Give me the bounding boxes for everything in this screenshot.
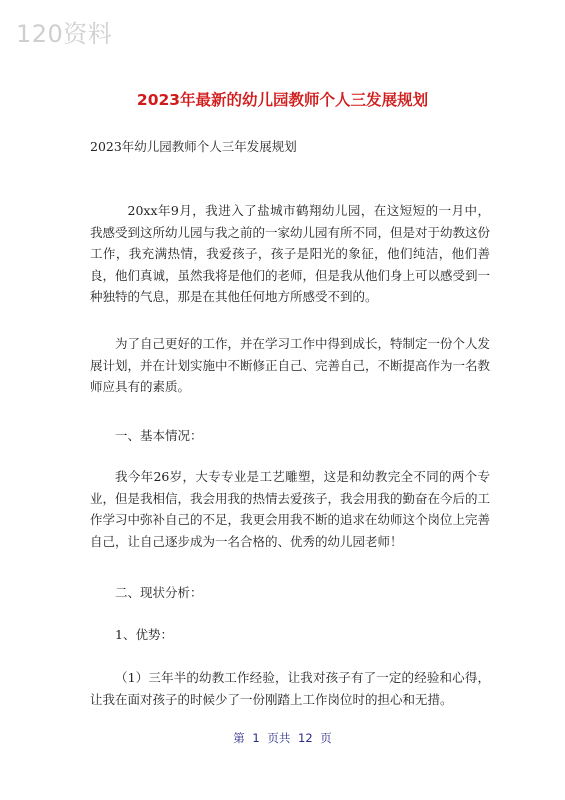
footer-total-pages: 12 (298, 731, 313, 745)
page-footer (0, 730, 565, 746)
subsection-heading-strengths: 1、优势： (115, 627, 173, 642)
section-heading-status-analysis: 二、现状分析： (115, 585, 203, 600)
section-heading-basic-info: 一、基本情况： (115, 428, 203, 443)
paragraph-strength-1: （1）三年半的幼教工作经验，让我对孩子有了一定的经验和心得，让我在面对孩子的时候少了一份刚踏上工作岗位时的担心和无措。 (90, 670, 490, 707)
paragraph-basic-info: 我今年26岁，大专专业是工艺雕塑，这是和幼教完全不同的两个专业，但是我相信，我会用我的热情去爱孩子，我会用我的勤奋在今后的工作学习中弥补自己的不足，我更会用我不断的追求在幼师这个岗位上完善自己，让自己逐步成为一名合格的、优秀的幼儿园老师！ (90, 469, 491, 549)
footer-middle: 页共 (267, 731, 291, 745)
document-subtitle: 2023年幼儿园教师个人三年发展规划 (90, 139, 297, 154)
document-title: 2023年最新的幼儿园教师个人三发展规划 (136, 91, 429, 109)
footer-current-page: 1 (252, 731, 260, 745)
paragraph-purpose: 为了自己更好的工作，并在学习工作中得到成长，特制定一份个人发展计划，并在计划实施中不断修正自己、完善自己，不断提高作为一名教师应具有的素质。 (90, 336, 491, 394)
footer-suffix: 页 (320, 731, 332, 745)
footer-prefix: 第 (233, 731, 245, 745)
watermark-logo: 120资料 (16, 20, 113, 48)
paragraph-intro: 20xx年9月，我进入了盐城市鹤翔幼儿园，在这短短的一月中，我感受到这所幼儿园与我之前的一家幼儿园有所不同，但是对于幼教这份工作，我充满热情，我爱孩子，孩子是阳光的象征，他们纯洁，他们善良，他们真诚，虽然我将是他们的老师，但是我从他们身上可以感受到一种独特的气息，那是在其他任何地方所感受不到的。 (90, 203, 491, 304)
